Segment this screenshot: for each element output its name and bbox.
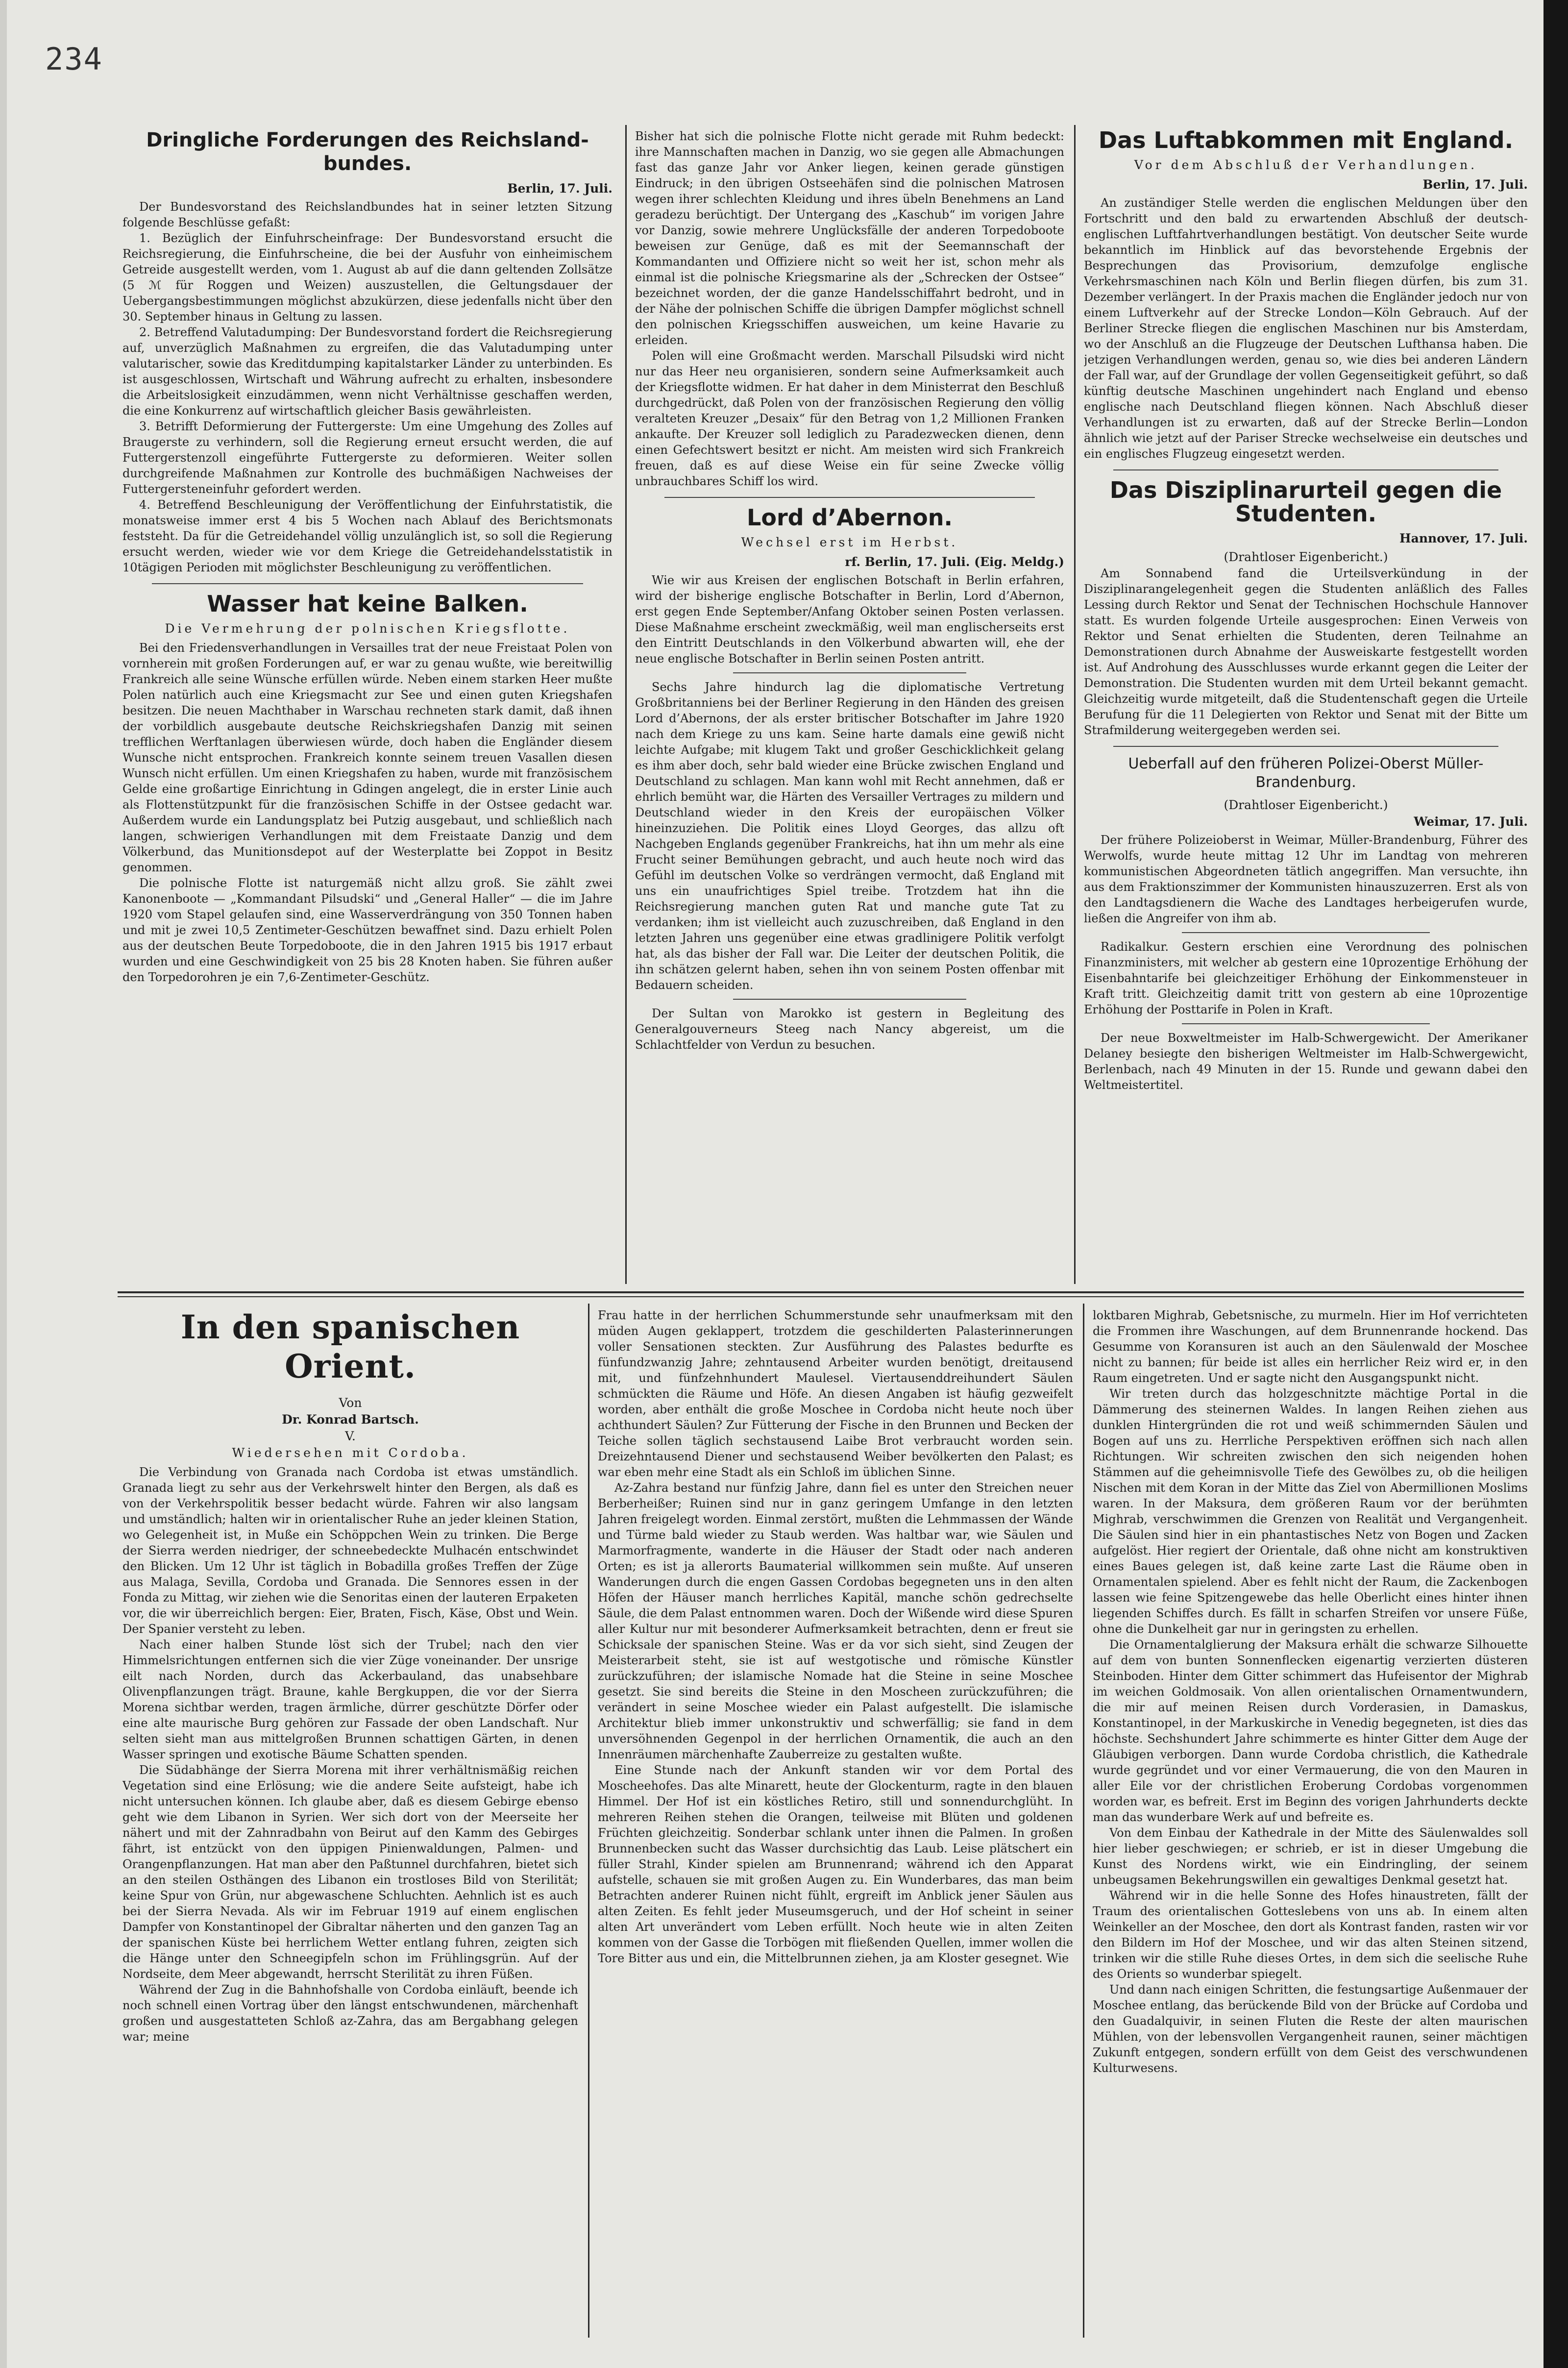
news-note: Radikalkur. Gestern erschien eine Verordnung des polnischen Finanzministers, mit welcher ab gestern eine 10prozentige Erhöhung der Eisenbahntarife bei gleichzeitiger Erhöhung der Einkommensteuer in Kraft tritt. Gleichzeitig damit tritt von gestern ab eine 10prozentige Erhöhung der Posttarife in Polen in Kraft.	[1084, 940, 1528, 1016]
byline-author: Dr. Konrad Bartsch.	[282, 1412, 419, 1427]
subhead-orient: Wiedersehen mit Cordoba.	[232, 1446, 469, 1460]
source-disziplinarurteil: (Drahtloser Eigenbericht.)	[1224, 550, 1388, 564]
column-orient-1	[122, 1307, 578, 2337]
column-rule-1	[625, 125, 627, 1284]
subhead-luftabkommen: Vor dem Abschluß der Verhandlungen.	[1134, 158, 1478, 172]
paragraph: Während wir in die helle Sonne des Hofes hinaustreten, fällt der Traum des orientalischen Gotteslebens von uns ab. In einem alten Weinkeller an der Moschee, den dort als Kontrast fanden, rasten wir vor den Bildern im Hof der Moschee, und wir das alten Steinen sitzend, trinken wir die stille Ruhe dieses Ortes, in dem sich die seelische Ruhe des Orients so wunderbar spiegelt.	[1093, 1889, 1528, 1981]
byline-von: Von	[339, 1396, 362, 1410]
paragraph: 3. Betrifft Deformierung der Futtergerste: Um eine Umgehung des Zolles auf Braugerste zu verhindern, soll die Regierung erneut ersucht werden, die auf Futtergerstenzoll eingeführte Futtergerste zu deformieren. Weiter sollen durchgreifende Maßnahmen zur Kontrolle des buchmäßigen Nachweises der Futtergersteneinfuhr gefordert werden.	[122, 419, 612, 496]
article-separator	[1113, 469, 1498, 470]
article-lord	[635, 506, 1064, 1053]
paragraph: Wie wir aus Kreisen der englischen Botschaft in Berlin erfahren, wird der bisherige englische Botschafter in Berlin, Lord d’Abernon, erst gegen Ende September/Anfang Oktober seinen Posten verlassen. Diese Maßnahme erscheint zweckmäßig, weil man englischerseits erst den Eintritt Deutschlands in den Völkerbund abwarten will, ehe der neue englische Botschafter in Berlin seinen Posten antritt.	[635, 573, 1064, 666]
article-separator	[1182, 1023, 1430, 1024]
paragraph: An zuständiger Stelle werden die englischen Meldungen über den Fortschritt und den bald zu erwartenden Abschluß der deutsch-englischen Luftfahrtverhandlungen bestätigt. Von deutscher Seite wurde bekanntlich im Hinblick auf das bevorstehende Ergebnis der Besprechungen das Provisorium, demzufolge englische Verkehrsmaschinen nach Köln und Berlin fliegen dürfen, bis zum 31. Dezember verlängert. In der Praxis machen die Engländer jedoch nur von einem Luftverkehr auf der Strecke London—Köln Gebrauch. Auf der Berliner Strecke fliegen die englischen Maschinen nur bis Amsterdam, wo der Anschluß an die Flugzeuge der Deutschen Lufthansa haben. Die jetzigen Verhandlungen werden, genau so, wie dies bei anderen Ländern der Fall war, auf der Grundlage der vollen Gegenseitigkeit geführt, so daß künftig deutsche Maschinen ungehindert nach England und ebenso englische nach Deutschland fliegen können. Nach Abschluß dieser Verhandlungen ist zu erwarten, daß auf der Strecke Berlin—London ähnlich wie jetzt auf der Pariser Strecke wechselweise ein deutsches und ein englisches Flugzeug eingesetzt werden.	[1084, 196, 1528, 461]
headline-lord: Lord d’Abernon.	[747, 504, 953, 531]
dateline-luftabkommen: Berlin, 17. Juli.	[1422, 177, 1528, 192]
paragraph: Während der Zug in die Bahnhofshalle von Cordoba einläuft, beende ich noch schnell einen Vortrag über den längst entschwundenen, märchenhaft großen und ausgestatteten Schloß az-Zahra, das am Bergabhang gelegen war; meine	[122, 1983, 578, 2044]
scan-dark-border	[1544, 0, 1568, 2368]
paragraph: Nach einer halben Stunde löst sich der Trubel; nach den vier Himmelsrichtungen entfernen sich die vier Züge voneinander. Der unsrige eilt nach Norden, durch das Ackerbauland, das unabsehbare Olivenpflanzungen trägt. Braune, kahle Bergkuppen, die vor der Sierra Morena sichtbar werden, tragen ärmliche, dürrer geschützte Dörfer oder eine alte maurische Burg gehören zur Fassade der oben Landschaft. Nur selten sieht man aus mittelgroßen Brunnen schattigen Gärten, in denen Wasser springen und exotische Bäume Schatten spenden.	[122, 1638, 578, 1761]
headline-luftabkommen: Das Luftabkommen mit England.	[1098, 128, 1514, 153]
article-separator	[1182, 932, 1430, 933]
news-note: Der Sultan von Marokko ist gestern in Begleitung des Generalgouverneurs Steeg nach Nancy abgereist, um die Schlachtfelder von Verdun zu besuchen.	[635, 1007, 1064, 1052]
column-reichslandbund	[122, 128, 612, 1283]
paragraph: Die polnische Flotte ist naturgemäß nicht allzu groß. Sie zählt zwei Kanonenboote — „Kommandant Pilsudski“ und „General Haller“ — die im Jahre 1920 vom Stapel gelaufen sind, eine Wasserverdrängung von 350 Tonnen haben und mit je zwei 10,5 Zentimeter-Geschützen bewaffnet sind. Dazu erhielt Polen aus der deutschen Beute Torpedoboote, die in den Jahren 1915 bis 1917 erbaut wurden und eine Geschwindigkeit von 25 bis 28 Knoten haben. Sie führen außer den Torpedorohren je ein 7,6-Zentimeter-Geschütz.	[122, 876, 612, 984]
paragraph: 2. Betreffend Valutadumping: Der Bundesvorstand fordert die Reichsregierung auf, unverzüglich Maßnahmen zu ergreifen, die das Valutadumping unter valutarischer, sowie das Kreditdumping kapitalstarker Länder zu unterbinden. Es ist ausgeschlossen, Wirtschaft und Währung aufrecht zu erhalten, insbesondere die Arbeitslosigkeit einzudämmen, wenn nicht Verhältnisse geschaffen werden, die eine Konkurrenz auf wirtschaftlich gleicher Basis gewährleisten.	[122, 325, 612, 418]
headline-wasser: Wasser hat keine Balken.	[207, 591, 528, 617]
page-left-edge	[0, 0, 7, 2368]
subhead-lord: Wechsel erst im Herbst.	[741, 535, 958, 549]
dateline-disziplinarurteil: Hannover, 17. Juli.	[1399, 531, 1528, 545]
paragraph: Polen will eine Großmacht werden. Marschall Pilsudski wird nicht nur das Heer neu organisieren, sondern seine Aufmerksamkeit auch der Kriegsflotte widmen. Er hat daher in dem Ministerrat den Beschluß durchgedrückt, daß Polen von der französischen Regierung den völlig veralteten Kreuzer „Desaix“ für den Betrag von 1,2 Millionen Franken ankaufte. Der Kreuzer soll lediglich zu Paradezwecken dienen, denn einen Gefechtswert besitzt er nicht. Am meisten wird sich Frankreich freuen, daß es auf diese Weise ein für seine Zwecke völlig unbrauchbares Schiff los wird.	[635, 349, 1064, 488]
paragraph: 4. Betreffend Beschleunigung der Veröffentlichung der Einfuhrstatistik, die monatsweise immer erst 4 bis 5 Wochen nach Ablauf des Berichtsmonats feststeht. Da für die Getreidehandel völlig unzulänglich ist, so soll die Regierung ersucht werden, wieder wie vor dem Kriege die Getreidehandelsstatistik in 10tägigen Perioden mit möglichster Beschleunigung zu veröffentlichen.	[122, 498, 612, 574]
column-middle	[635, 128, 1064, 1283]
article-luftabkommen	[1084, 128, 1528, 462]
news-note: Der neue Boxweltmeister im Halb-Schwergewicht. Der Amerikaner Delaney besiegte den bisherigen Weltmeister im Halb-Schwergewicht, Berlenbach, nach 49 Minuten in der 15. Runde und gewann dabei den Weltmeistertitel.	[1084, 1031, 1528, 1092]
section-divider	[118, 1291, 1524, 1293]
paragraph: Sechs Jahre hindurch lag die diplomatische Vertretung Großbritanniens bei der Berliner Regierung in den Händen des greisen Lord d’Abernons, der als erster britischer Botschafter im Jahre 1920 nach dem Kriege zu uns kam. Seine harte damals eine gewiß nicht leichte Aufgabe; mit klugem Takt und großer Geschicklichkeit gelang es ihm aber doch, sehr bald wieder eine Brücke zwischen England und Deutschland zu schlagen. Man kann wohl mit Recht annehmen, daß er ehrlich bemüht war, die Härten des Versailler Vertrages zu mildern und Deutschland wieder in den Kreis der europäischen Völker hineinzuziehen. Die Politik eines Lloyd Georges, das allzu oft Nachgeben Englands gegenüber Frankreichs, hat ihn um mehr als eine Frucht seiner Bemühungen gebracht, und auch heute noch wird das Gefühl im deutschen Volke so verdrängen vermocht, daß England mit uns ein unaufrichtiges Spiel treibe. Trotzdem hat ihn die Reichsregierung manchen guten Rat und manche gute Tat zu verdanken; ihm ist vielleicht auch zuzuschreiben, daß England in den letzten Jahren uns gegenüber eine etwas gradlinigere Politik verfolgt hat, als das bisher der Fall war. Die Leiter der deutschen Politik, die ihn schätzen gelernt haben, sehen ihn von seinem Posten offenbar mit Bedauern scheiden.	[635, 680, 1064, 992]
paragraph: Von dem Einbau der Kathedrale in der Mitte des Säulenwaldes soll hier lieber geschwiegen; er schrieb, er ist in dieser Umgebung die Kunst des Nordens wirkt, wie ein Eindringling, der seinem unbeugsamen Bekehrungswillen ein gewaltiges Denkmal gesetzt hat.	[1093, 1826, 1528, 1887]
article-separator	[664, 497, 1035, 498]
dateline-ueberfall: Weimar, 17. Juli.	[1414, 814, 1528, 829]
column-rule-2	[1074, 125, 1076, 1284]
subhead-wasser: Die Vermehrung der polnischen Kriegsflotte.	[165, 621, 570, 636]
paragraph: Der frühere Polizeioberst in Weimar, Müller-Brandenburg, Führer des Werwolfs, wurde heute mittag 12 Uhr im Landtag von mehreren kommunistischen Abgeordneten tätlich angegriffen. Man versuchte, ihn aus dem Fraktionszimmer der Kommunisten hinauszuzerren. Erst als von den Landtagsdienern die Wache des Landtages herbeigerufen wurde, ließen die Angreifer von ihm ab.	[1084, 833, 1528, 925]
headline-disziplinarurteil: Das Disziplinarurteil gegen die Studenten.	[1109, 477, 1502, 527]
article-disziplinarurteil	[1084, 478, 1528, 738]
headline-ueberfall: Ueberfall auf den früheren Polizei-Oberst Müller-Brandenburg.	[1128, 755, 1484, 791]
paragraph: loktbaren Mighrab, Gebetsnische, zu murmeln. Hier im Hof verrichteten die Frommen ihre Waschungen, auf dem Brunnenrande hockend. Das Gesumme von Koransuren ist auch an den Säulenwald der Moschee nicht zu bannen; für beide ist alles ein herrlicher Reiz wird er, in den Raum eingetreten. Und er sagte nicht den Ausgangspunkt nicht.	[1093, 1308, 1528, 1385]
article-separator	[733, 672, 966, 673]
column-orient-3	[1093, 1307, 1528, 2337]
article-separator	[152, 583, 583, 584]
article-separator	[733, 999, 966, 1000]
paragraph: Die Verbindung von Granada nach Cordoba ist etwas umständlich. Granada liegt zu sehr aus der Verkehrswelt hinter den Bergen, als daß es von der Verkehrspolitik besser bedacht würde. Fahren wir also langsam und umständlich; halten wir in orientalischer Ruhe an jeder kleinen Station, wo Gelegenheit ist, in Muße ein Schöppchen Wein zu trinken. Die Berge der Sierra werden niedriger, der schneebedeckte Mulhacén entschwindet den Blicken. Um 12 Uhr ist täglich in Bobadilla großes Treffen der Züge aus Malaga, Sevilla, Cordoba und Granada. Die Sennores essen in der Fonda zu Mittag, wir ziehen wie die Senoritas einen der lauteren Erpaketen vor, die wir überreichlich bergen: Eier, Braten, Fisch, Käse, Obst und Wein. Der Spanier versteht zu leben.	[122, 1465, 578, 1636]
paragraph: 1. Bezüglich der Einfuhrscheinfrage: Der Bundesvorstand ersucht die Reichsregierung, die Einfuhrscheine, die bei der Ausfuhr von einheimischem Getreide ausgestellt werden, vom 1. August ab auf die dann geltenden Zollsätze (5 ℳ für Roggen und Weizen) auszustellen, die Geltungsdauer der Uebergangsbestimmungen möglichst abzukürzen, diese jedenfalls nicht über den 30. September hinaus in Geltung zu lassen.	[122, 231, 612, 323]
column-orient-2	[598, 1307, 1073, 2337]
column-right	[1084, 128, 1528, 1283]
paragraph: Bei den Friedensverhandlungen in Versailles trat der neue Freistaat Polen von vornherein mit großen Forderungen auf, er war zu genau wußte, wie bereitwillig Frankreich alle seine Wünsche erfüllen würde. Neben einem starken Heer mußte Polen natürlich auch eine Kriegsmacht zur See und einen guten Kriegshafen besitzen. Die neuen Machthaber in Warschau rechneten stark damit, daß ihnen der vorbildlich ausgebaute deutsche Reichskriegshafen Danzig mit seinen trefflichen Werftanlagen überwiesen würde, doch haben die Engländer diesem Wunsche nicht entsprochen. Frankreich konnte seinem treuen Vasallen diesen Wunsch nicht erfüllen. Um einen Kriegshafen zu haben, wurde mit französischem Gelde eine großartige Einrichtung in Gdingen angelegt, die in erster Linie auch als Flottenstützpunkt für die französischen Schiffe in der Ostsee gedacht war. Außerdem wurde ein Landungsplatz bei Putzig ausgebaut, und schließlich nach langen, schwierigen Verhandlungen mit dem Freistaate Danzig und dem Völkerbund, das Munitionsdepot auf der Westerplatte bei Zoppot in Besitz genommen.	[122, 641, 612, 874]
paragraph: Frau hatte in der herrlichen Schummerstunde sehr unaufmerksam mit den müden Augen geklappert, trotzdem die geschilderten Palasterinnerungen voller Sensationen steckten. Zur Ausführung des Palastes bedurfte es fünfundzwanzig Jahre; zehntausend Arbeiter wurden benötigt, dreitausend mit, und fünfzehnhundert Maulesel. Viertausenddreihundert Säulen schmückten die Räume und Höfe. An diesen Angaben ist häufig gezweifelt worden, aber enthält die große Moschee in Cordoba nicht heute noch über achthundert Säulen? Zur Fütterung der Fische in den Brunnen und Becken der Teiche sollen täglich sechstausend Laibe Brot verbraucht worden sein. Dreizehntausend Diener und sechstausend Weiber bevölkerten den Palast; es war eben mehr eine Stadt als ein Schloß im üblichen Sinne.	[598, 1308, 1073, 1479]
paragraph: Am Sonnabend fand die Urteilsverkündung in der Disziplinarangelegenheit gegen die Studenten anläßlich des Falles Lessing durch Rektor und Senat der Technischen Hochschule Hannover statt. Es wurden folgende Urteile ausgesprochen: Einen Verweis von Rektor und Senat erhielten die Studenten, deren Teilnahme an Demonstrationen durch Abnahme der Ausweiskarte festgestellt worden ist. Auf Androhung des Ausschlusses wurde erkannt gegen die Leiter der Demonstration. Die Studenten wurden mit dem Urteil bekannt gemacht. Gleichzeitig wurde mitgeteilt, daß die Studentenschaft gegen die Urteile Berufung für die 11 Delegierten von Rektor und Senat mit der Bitte um Strafmilderung weitergegeben werden sei.	[1084, 567, 1528, 737]
paragraph: Eine Stunde nach der Ankunft standen wir vor dem Portal des Moscheehofes. Das alte Minarett, heute der Glockenturm, ragte in den blauen Himmel. Der Hof ist ein köstliches Retiro, still und sonnendurchglüht. In mehreren Reihen stehen die Orangen, teilweise mit Blüten und goldenen Früchten gleichzeitig. Sonderbar schlank unter ihnen die Palmen. In großen Brunnenbecken sucht das Wasser durchsichtig das Laub. Leise plätschert ein füller Strahl, Kinder spielen am Brunnenrand; während ich den Apparat aufstelle, schauen sie mit großen Augen zu. Ein Wunderbares, das man beim Betrachten anderer Ruinen nicht fühlt, ergreift im Anblick jener Säulen aus alten Zeiten. Es fehlt jeder Museumsgeruch, und der Hof scheint in seiner alten Art unverändert vom Leben erfüllt. Noch heute wie in alten Zeiten kommen von der Gasse die Torbögen mit fließenden Quellen, immer wollen die Tore Bitter aus und ein, die Mittelbrunnen ziehen, ja am Kloster gesegnet. Wie	[598, 1763, 1073, 1965]
section-divider-thin	[118, 1296, 1524, 1297]
article-wasser	[122, 592, 612, 985]
page-number: 234	[45, 41, 103, 77]
article-ueberfall	[1084, 755, 1528, 1093]
article-reichslandbund	[122, 128, 612, 575]
column-rule-3	[588, 1304, 589, 2338]
paragraph: Az-Zahra bestand nur fünfzig Jahre, dann fiel es unter den Streichen neuer Berberheißer; Ruinen sind nur in ganz geringem Umfange in den letzten Jahren freigelegt worden. Einmal zerstört, mußten die Lehmmassen der Wände und Türme bald wieder zu Staub werden. Was haltbar war, wie Säulen und Marmorfragmente, wanderte in die Häuser der Stadt oder nach anderen Orten; es ist ja allerorts Baumaterial willkommen sein mußte. Auf unseren Wanderungen durch die engen Gassen Cordobas begegneten uns in den alten Höfen der Häuser manch herrliches Kapitäl, manche schön gedrechselte Säule, die dem Palast entnommen waren. Doch der Wißende wird diese Spuren aller Kultur nur mit besonderer Aufmerksamkeit betrachten, denn er freut sie Schicksale der spanischen Steine. Was er da vor sich sieht, sind Zeugen der Meisterarbeit steht, sie ist auf westgotische und römische Künstler zurückzuführen; der islamische Nomade hat die Steine in seine Moschee gesetzt. Sie sind bereits die Steine in den Moscheen zurückzuführen; die verändert in seine Moschee wieder ein Palast aufgestellt. Die islamische Architektur blieb immer unkonstruktiv und schwerfällig; sie fand in dem unversöhnenden Gegenpol in der herrlichen Ornamentik, die auch an den Innenräumen märchenhafte Zauberreize zu gestalten wußte.	[598, 1481, 1073, 1761]
paragraph: Und dann nach einigen Schritten, die festungsartige Außenmauer der Moschee entlang, das berückende Bild von der Brücke auf Cordoba und den Guadalquivir, in seinen Fluten die Reste der alten maurischen Mühlen, von der lebensvollen Vergangenheit raunen, seiner mächtigen Zukunft entgegen, sondern erfüllt von dem Geist des verschwundenen Kulturwesens.	[1093, 1983, 1528, 2075]
paragraph: Der Bundesvorstand des Reichslandbundes hat in seiner letzten Sitzung folgende Beschlüsse gefaßt:	[122, 200, 612, 229]
paragraph: Wir treten durch das holzgeschnitzte mächtige Portal in die Dämmerung des steinernen Waldes. In langen Reihen ziehen aus dunklen Hintergründen die rot und weiß schimmernden Säulen und Bogen auf uns zu. Herrliche Perspektiven eröffnen sich nach allen Richtungen. Wir schreiten zwischen den sich neigenden hohen Stämmen auf die geheimnisvolle Tiefe des Gewölbes zu, ob die heiligen Nischen mit dem Koran in der Mitte das Ziel von Abermillionen Moslims waren. In der Maksura, dem größeren Raum vor der berühmten Mighrab, verschwimmen die Grenzen von Realität und Vergangenheit. Die Säulen sind hier in ein phantastisches Netz von Bogen und Zacken aufgelöst. Hier regiert der Orientale, daß ohne nicht am konstruktiven eines Baues gelegen ist, daß keine zarte Last die Räume oben in Ornamentalen spielend. Aber es fehlt nicht der Raum, die Zackenbogen lassen wie feine Spitzengewebe das helle Oberlicht eines hinter ihnen liegenden Schiffes durch. Es fällt in scharfen Streifen vor unsere Füße, ohne die Dunkelheit gar nur in geringsten zu erhellen.	[1093, 1387, 1528, 1636]
headline-reichslandbund: Dringliche Forderungen des Reichsland-bundes.	[146, 129, 589, 175]
paragraph: Die Südabhänge der Sierra Morena mit ihrer verhältnismäßig reichen Vegetation sind eine Erlösung; wie die andere Seite aufsteigt, habe ich nicht untersuchen können. Ich glaube aber, daß es diesem Gebirge ebenso geht wie dem Libanon in Syrien. Wer sich dort von der Meerseite her nähert und mit der Zahnradbahn von Beirut auf den Kamm des Gebirges fährt, ist entzückt von den üppigen Pinienwaldungen, Palmen- und Orangenpflanzungen. Hat man aber den Paßtunnel durchfahren, bietet sich an den steilen Osthängen des Libanon ein trostloses Bild von Sterilität; keine Spur von Grün, nur abgewaschene Schluchten. Aehnlich ist es auch bei der Sierra Nevada. Als wir im Februar 1919 auf einem englischen Dampfer von Konstantinopel der Gibraltar näherten und den ganzen Tag an der spanischen Küste bei herrlichem Wetter entlang fuhren, zeigten sich die Hänge unter den Schneegipfeln schon im Frühlingsgrün. Auf der Nordseite, dem Meer abgewandt, herrscht Sterilität zu ihren Füßen.	[122, 1763, 578, 1981]
paragraph: Die Ornamentalglierung der Maksura erhält die schwarze Silhouette auf dem von bunten Sonnenflecken eigenartig verzierten düsteren Steinboden. Hinter dem Gitter schimmert das Hufeisentor der Mighrab im weichen Goldmosaik. Von allen orientalischen Ornamentwundern, die mir auf meinen Reisen durch Vorderasien, in Damaskus, Konstantinopel, in der Markuskirche in Venedig begegneten, ist dies das höchste. Sechshundert Jahre schimmerte es hinter Gitter dem Auge der Gläubigen verborgen. Dann wurde Cordoba christlich, die Kathedrale wurde gegründet und vor einer Vermauerung, die von den Mauren in aller Eile vor der christlichen Eroberung Cordobas vorgenommen worden war, es befreit. Erst im Beginn des vorigen Jahrhunderts deckte man das wunderbare Werk auf und befreite es.	[1093, 1638, 1528, 1824]
part-number: V.	[345, 1429, 356, 1443]
headline-orient: In den spanischen Orient.	[180, 1308, 520, 1385]
article-separator	[1113, 746, 1498, 747]
paragraph: Bisher hat sich die polnische Flotte nicht gerade mit Ruhm bedeckt: ihre Mannschaften machen in Danzig, wo sie gegen alle Abmachungen fast das ganze Jahr vor Anker liegen, keinen gerade günstigen Eindruck; in den übrigen Ostseehäfen sind die polnischen Matrosen wegen ihrer schlechten Kleidung und ihres übeln Benehmens an Land geradezu berüchtigt. Der Untergang des „Kaschub“ im vorigen Jahre vor Danzig, sowie mehrere Unglücksfälle der anderen Torpedoboote beweisen zur Genüge, daß es mit der Seemannschaft der Kommandanten und Offiziere nicht so weit her ist, schon mehr als einmal ist die polnische Kriegsmarine als der „Schrecken der Ostsee“ bezeichnet worden, der die ganze Handelsschiffahrt bedroht, und in der Nähe der polnischen Schiffe die übrigen Dampfer möglichst schnell den polnischen Kriegsschiffen ausweichen, um keine Havarie zu erleiden.	[635, 129, 1064, 347]
source-ueberfall: (Drahtloser Eigenbericht.)	[1224, 798, 1388, 812]
dateline-reichslandbund: Berlin, 17. Juli.	[507, 181, 612, 196]
dateline-lord: rf. Berlin, 17. Juli. (Eig. Meldg.)	[845, 555, 1064, 569]
column-rule-4	[1083, 1304, 1084, 2338]
